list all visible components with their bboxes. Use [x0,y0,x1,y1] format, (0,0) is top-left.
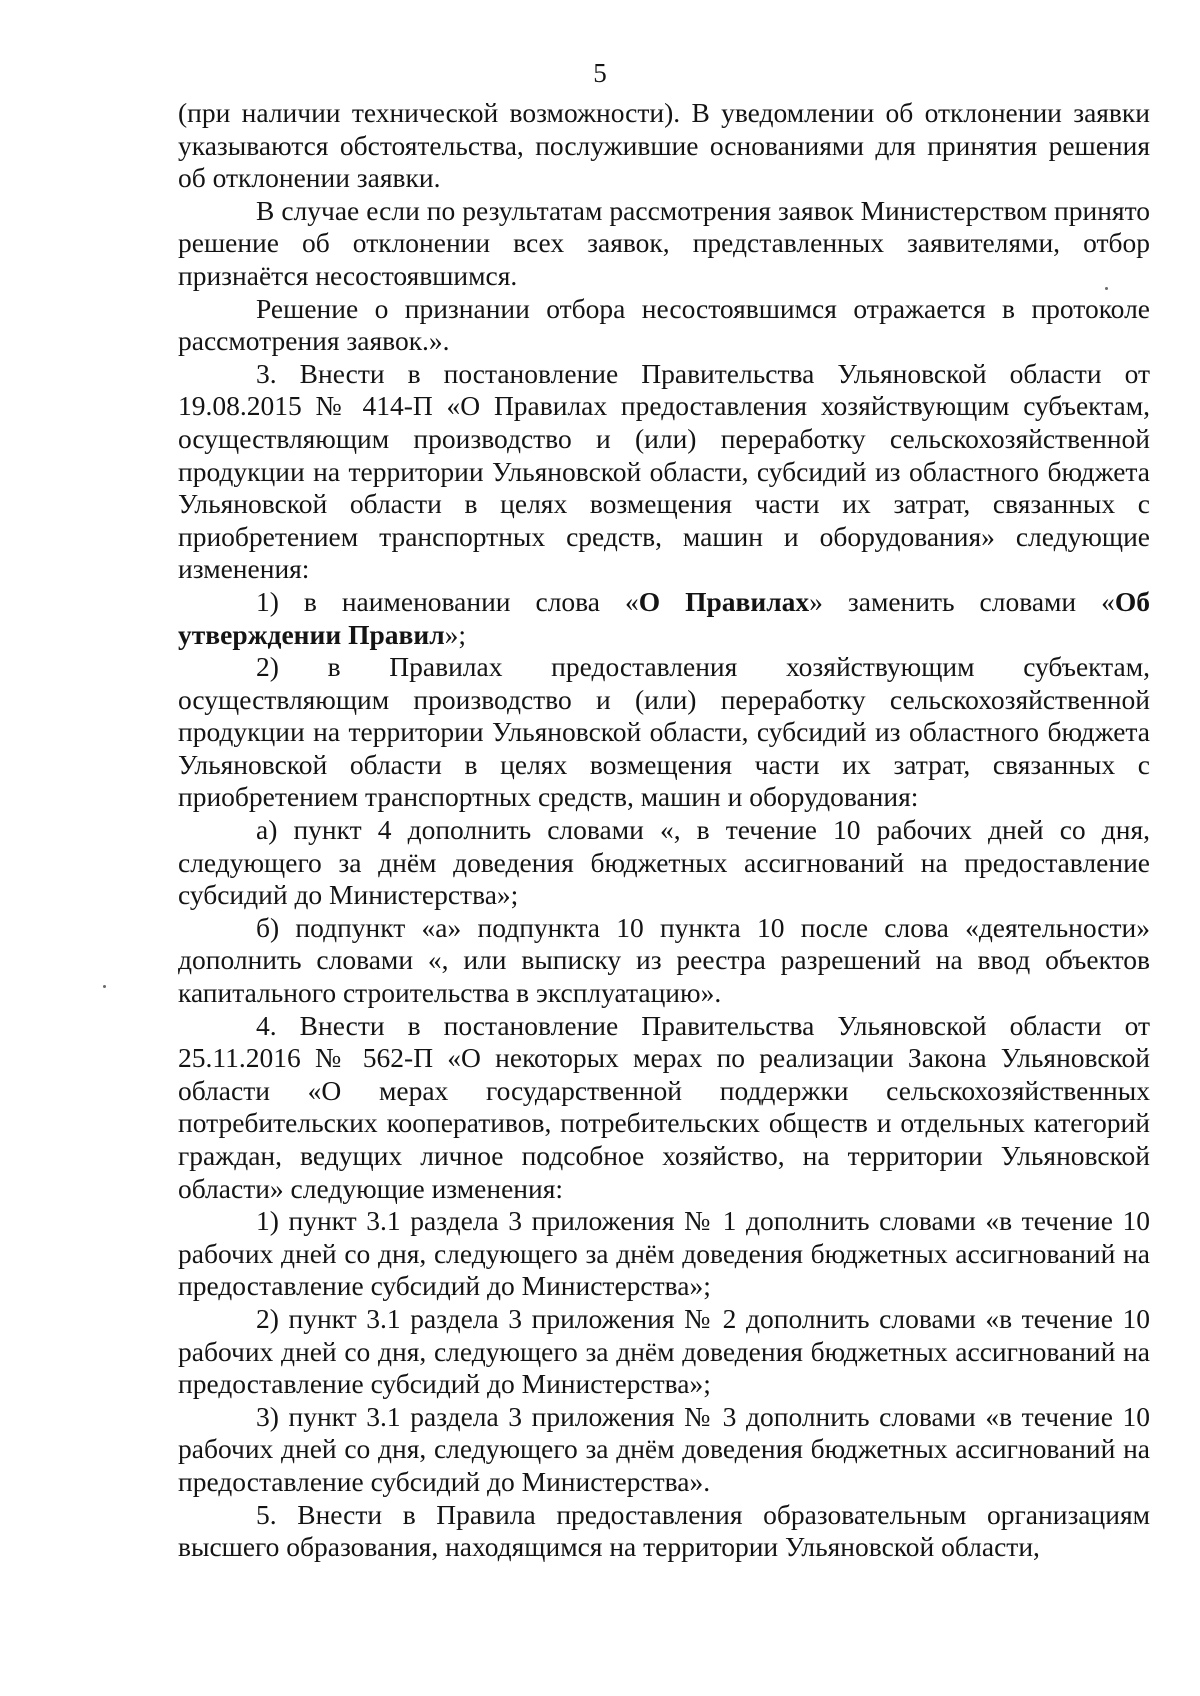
paragraph-item-3: 3. Внести в постановление Правительства Ульяновской области от 19.08.2015 № 414-П «О Правилах предоставления хозяйствующим субъектам, осуществляющим производство и (или) переработку сельскохозяйственной продукции на территории Ульяновской области, субсидий из областного бюджета Ульяновской области в целях возмещения части их затрат, связанных с приобретением транспортных средств, машин и оборудования» следующие изменения: [178,357,1150,585]
paragraph-continuation: (при наличии технической возможности). В уведомлении об отклонении заявки указываются обстоятельства, послужившие основаниями для принятия решения об отклонении заявки. [178,97,1150,194]
scan-artifact-dot [103,985,106,988]
paragraph-item-3-2: 2) в Правилах предоставления хозяйствующим субъектам, осуществляющим производство и (или) переработку сельскохозяйственной продукции на территории Ульяновской области, субсидий из областного бюджета Ульяновской области в целях возмещения части их затрат, связанных с приобретением транспортных средств, машин и оборудования: [178,651,1150,813]
paragraph-rejection-all: В случае если по результатам рассмотрения заявок Министерством принято решение об отклонении всех заявок, представленных заявителями, отбор признаётся несостоявшимся. [178,194,1150,291]
paragraph-item-3-2-b: б) подпункт «а» подпункта 10 пункта 10 после слова «деятельности» дополнить словами «, или выписку из реестра разрешений на ввод объектов капитального строительства в эксплуатацию». [178,911,1150,1009]
page-number: 5 [593,58,607,88]
paragraph-item-3-2-a: а) пункт 4 дополнить словами «, в течение 10 рабочих дней со дня, следующего за днём доведения бюджетных ассигнований на предоставление субсидий до Министерства»; [178,814,1150,911]
paragraph-item-4-3: 3) пункт 3.1 раздела 3 приложения № 3 дополнить словами «в течение 10 рабочих дней со дня, следующего за днём доведения бюджетных ассигнований на предоставление субсидий до Министерства». [178,1400,1150,1497]
paragraph-protocol: Решение о признании отбора несостоявшимся отражается в протоколе рассмотрения заявок.». [178,292,1150,357]
item-3-1-suffix: »; [444,618,467,650]
item-3-1-bold-old: О Правилах [638,585,810,617]
document-body [178,97,1150,1564]
scan-artifact-dot [1105,287,1108,290]
paragraph-item-3-1 [178,586,1150,651]
paragraph-item-4-1: 1) пункт 3.1 раздела 3 приложения № 1 дополнить словами «в течение 10 рабочих дней со дня, следующего за днём доведения бюджетных ассигнований на предоставление субсидий до Министерства»; [178,1205,1150,1302]
item-3-1-middle: » заменить словами « [809,585,1115,617]
paragraph-item-5: 5. Внести в Правила предоставления образовательным организациям высшего образования, находящимся на территории Ульяновской области, [178,1498,1150,1563]
paragraph-item-4: 4. Внести в постановление Правительства Ульяновской области от 25.11.2016 № 562-П «О некоторых мерах по реализации Закона Ульяновской области «О мерах государственной поддержки сельскохозяйственных потребительских кооперативов, потребительских обществ и отдельных категорий граждан, ведущих личное подсобное хозяйство, на территории Ульяновской области» следующие изменения: [178,1009,1150,1204]
item-3-1-prefix: 1) в наименовании слова « [256,585,639,617]
paragraph-item-4-2: 2) пункт 3.1 раздела 3 приложения № 2 дополнить словами «в течение 10 рабочих дней со дня, следующего за днём доведения бюджетных ассигнований на предоставление субсидий до Министерства»; [178,1302,1150,1400]
item-3-1-bold-new: Об утверждении Правил [178,585,1151,650]
